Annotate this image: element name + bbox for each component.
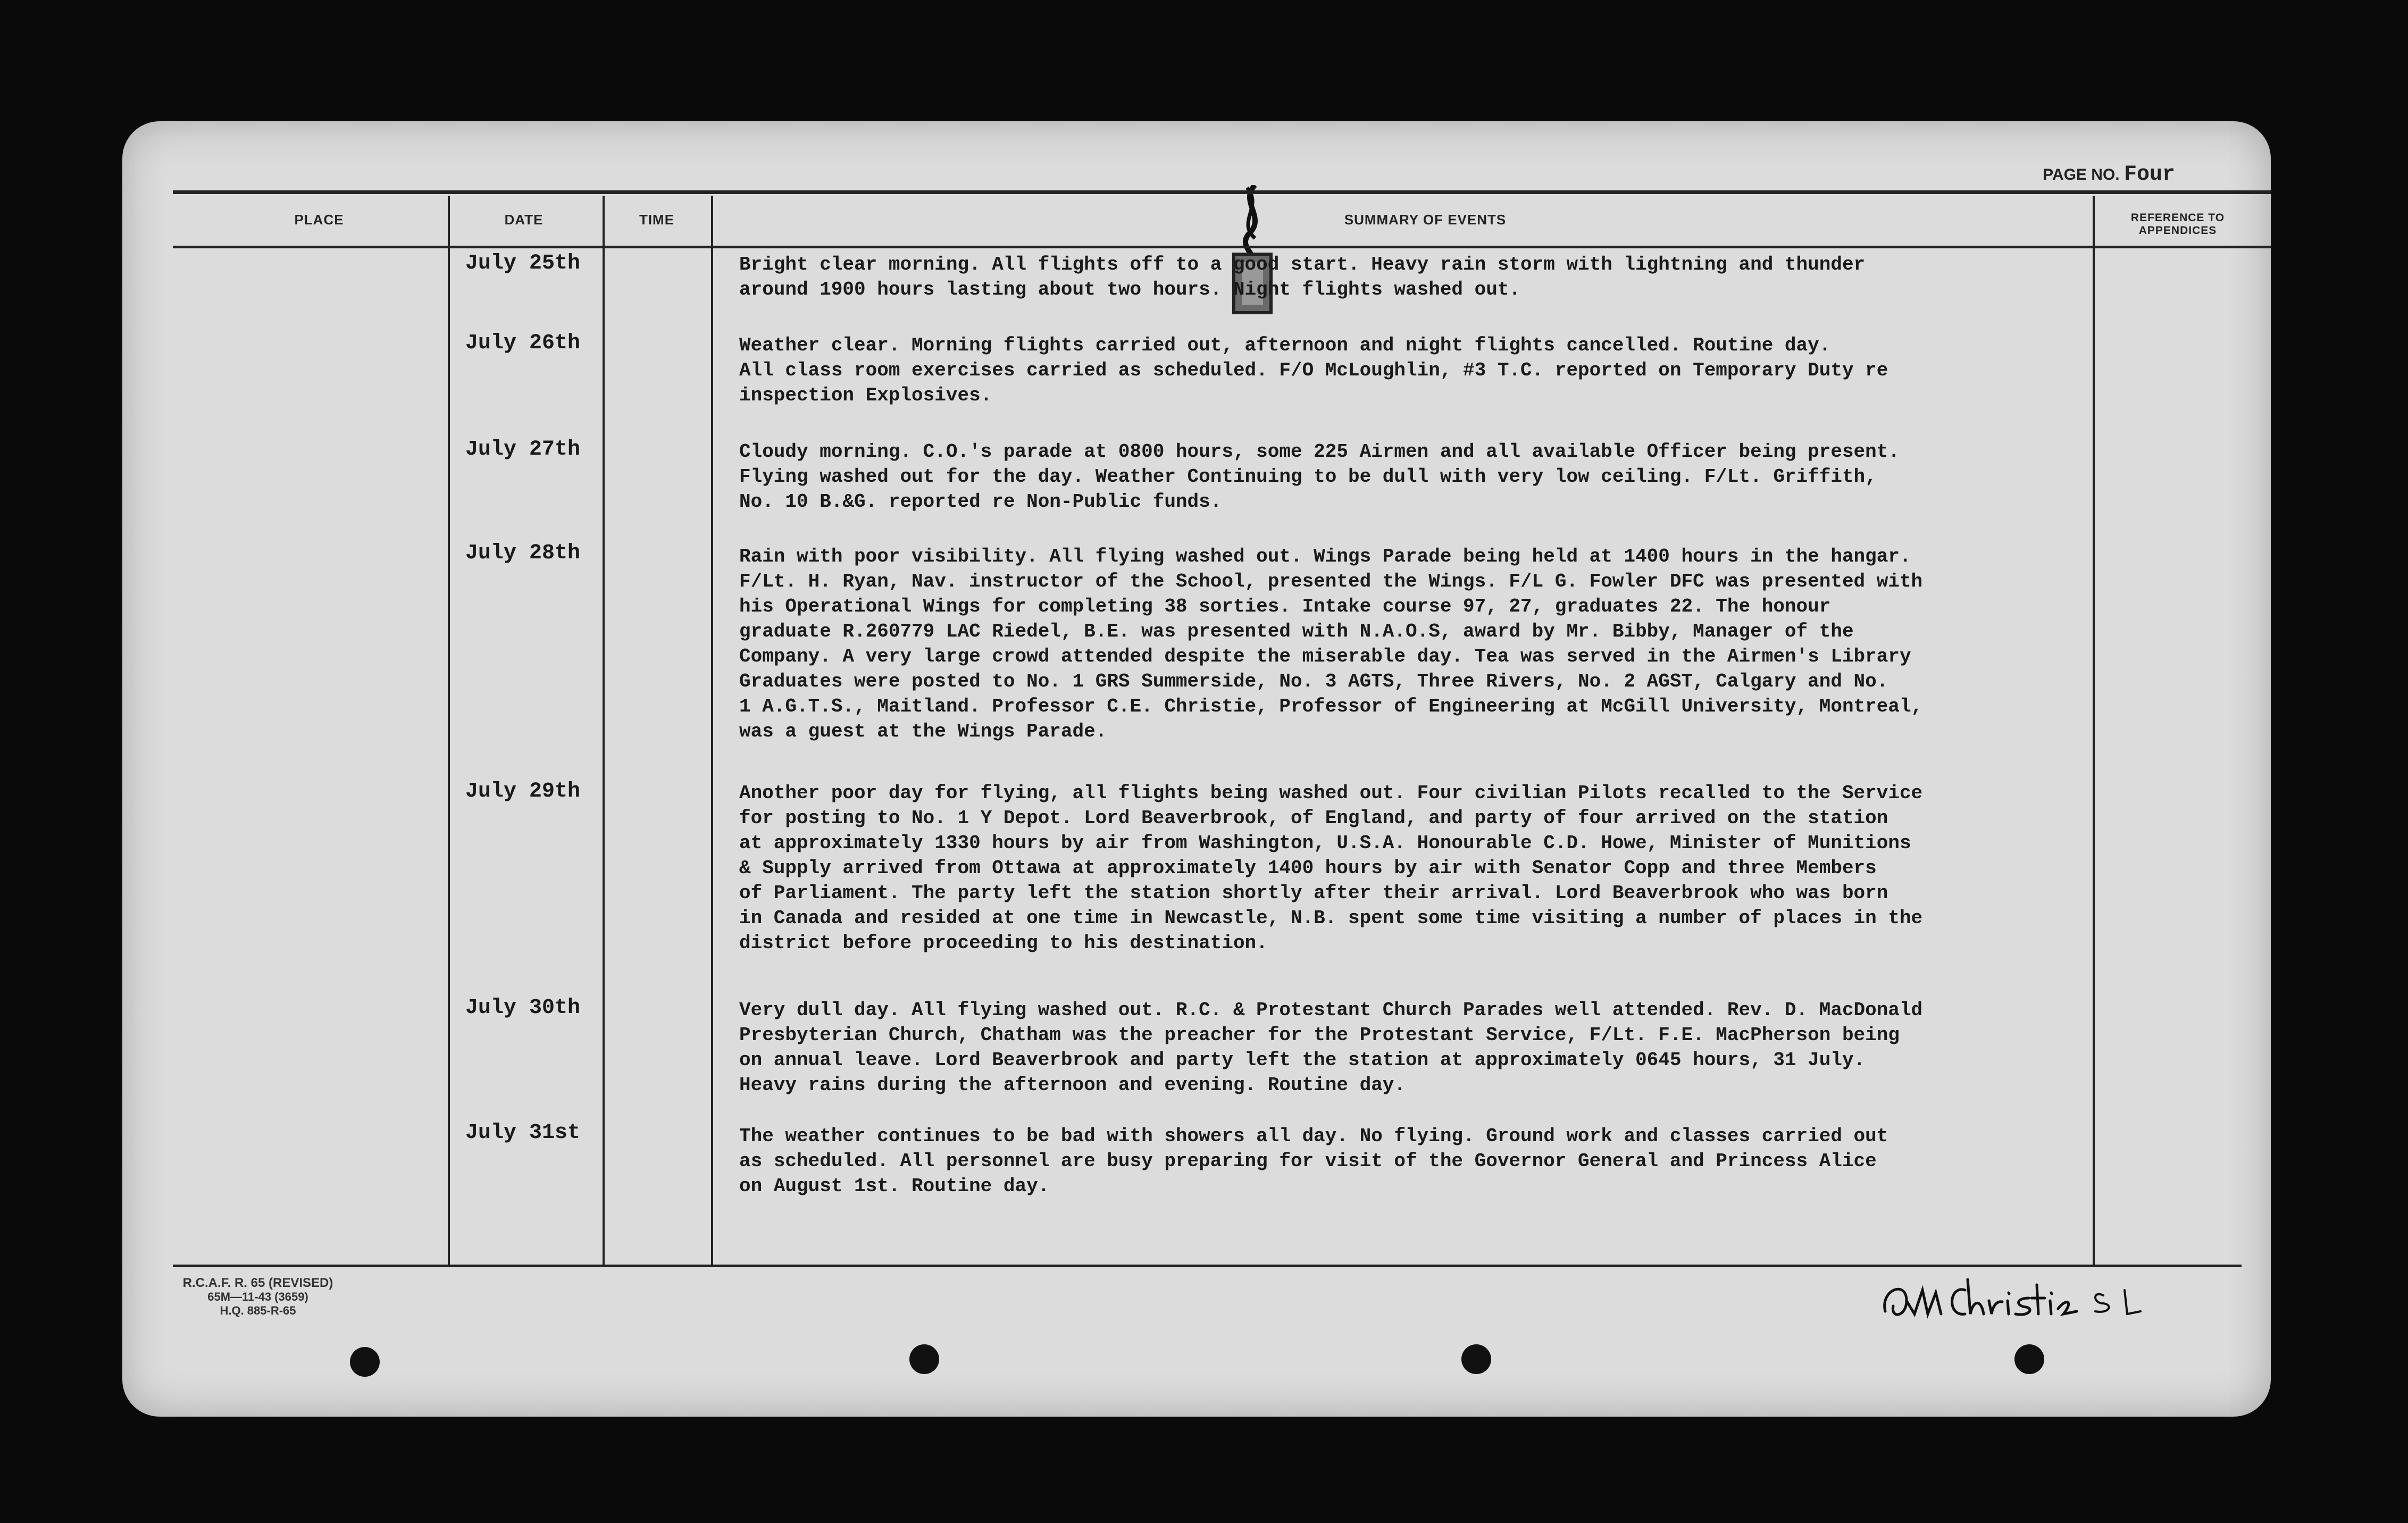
form-id-line: 65M—11-43 (3659) bbox=[207, 1290, 308, 1303]
column-divider-time bbox=[711, 196, 713, 1265]
punch-hole bbox=[909, 1344, 939, 1374]
entry-line: Company. A very large crowd attended despite the miserable day. Tea was served in the Airmen's Library bbox=[739, 646, 1911, 667]
entry-date: July 25th bbox=[465, 252, 581, 275]
entry-line: as scheduled. All personnel are busy preparing for visit of the Governor General and Princess Alice bbox=[739, 1150, 1877, 1172]
entry-line: Graduates were posted to No. 1 GRS Summerside, No. 3 AGTS, Three Rivers, No. 2 AGST, Calgary and No. bbox=[739, 671, 1888, 692]
entry-date: July 26th bbox=[465, 331, 581, 355]
footer-rule bbox=[173, 1265, 2242, 1267]
entry-line: Heavy rains during the afternoon and evening. Routine day. bbox=[739, 1074, 1406, 1096]
entry-line: The weather continues to be bad with showers all day. No flying. Ground work and classes carried out bbox=[739, 1125, 1888, 1147]
entry-date: July 27th bbox=[465, 438, 581, 462]
page-number-label: PAGE NO. bbox=[2043, 166, 2120, 183]
column-header-summary: SUMMARY OF EVENTS bbox=[1344, 212, 1507, 228]
entry-line: on annual leave. Lord Beaverbrook and party left the station at approximately 0645 hours, 31 July. bbox=[739, 1049, 1866, 1071]
entry-line: for posting to No. 1 Y Depot. Lord Beaverbrook, of England, and party of four arrived on the station bbox=[739, 807, 1888, 829]
entry-line: was a guest at the Wings Parade. bbox=[739, 721, 1107, 742]
entry-line: of Parliament. The party left the station shortly after their arrival. Lord Beaverbrook who was born bbox=[739, 882, 1888, 904]
entry-line: district before proceeding to his destination. bbox=[739, 932, 1268, 954]
page-number bbox=[2043, 163, 2175, 187]
form-identifier bbox=[173, 1276, 343, 1318]
entry-line: graduate R.260779 LAC Riedel, B.E. was presented with N.A.O.S, award by Mr. Bibby, Manager of the bbox=[739, 621, 1854, 642]
header-bottom-rule bbox=[173, 246, 2271, 248]
entry-line: & Supply arrived from Ottawa at approximately 1400 hours by air with Senator Copp and three Members bbox=[739, 857, 1877, 879]
entry-line: Bright clear morning. All flights off to a good start. Heavy rain storm with lightning and thunder bbox=[739, 254, 1866, 275]
entry-line: Presbyterian Church, Chatham was the preacher for the Protestant Service, F/Lt. F.E. MacPherson being bbox=[739, 1024, 1900, 1046]
entry-line: Cloudy morning. C.O.'s parade at 0800 hours, some 225 Airmen and all available Officer being present. bbox=[739, 441, 1900, 463]
entry-line: Another poor day for flying, all flights being washed out. Four civilian Pilots recalled to the Service bbox=[739, 782, 1923, 804]
entry-line: inspection Explosives. bbox=[739, 384, 992, 406]
column-divider-place bbox=[448, 196, 450, 1265]
entry-line: around 1900 hours lasting about two hours. Night flights washed out. bbox=[739, 279, 1521, 300]
entry-summary bbox=[739, 1124, 2170, 1199]
entry-line: Flying washed out for the day. Weather Continuing to be dull with very low ceiling. F/Lt. Griffith, bbox=[739, 466, 1877, 488]
column-divider-date bbox=[603, 196, 605, 1265]
entry-summary bbox=[739, 252, 2170, 302]
entry-date: July 30th bbox=[465, 996, 581, 1020]
entry-line: at approximately 1330 hours by air from Washington, U.S.A. Honourable C.D. Howe, Minister of Munitions bbox=[739, 832, 1911, 854]
diary-form-sheet bbox=[122, 121, 2271, 1417]
column-header-time: TIME bbox=[639, 212, 675, 228]
entry-line: F/Lt. H. Ryan, Nav. instructor of the School, presented the Wings. F/L G. Fowler DFC was presented with bbox=[739, 571, 1923, 592]
form-id-line: H.Q. 885-R-65 bbox=[220, 1304, 296, 1317]
entry-line: on August 1st. Routine day. bbox=[739, 1175, 1050, 1197]
entry-line: Very dull day. All flying washed out. R.C. & Protestant Church Parades well attended. Rev. D. MacDonald bbox=[739, 999, 1923, 1021]
entry-date: July 31st bbox=[465, 1121, 581, 1145]
entry-line: his Operational Wings for completing 38 sorties. Intake course 97, 27, graduates 22. The honour bbox=[739, 596, 1831, 617]
column-header-place: PLACE bbox=[294, 212, 344, 228]
entry-line: Weather clear. Morning flights carried out, afternoon and night flights cancelled. Routine day. bbox=[739, 334, 1831, 356]
entry-summary bbox=[739, 998, 2170, 1098]
column-header-date: DATE bbox=[504, 212, 544, 228]
entry-line: in Canada and resided at one time in Newcastle, N.B. spent some time visiting a number of places in the bbox=[739, 907, 1923, 929]
column-header-reference: REFERENCE TO APPENDICES bbox=[2130, 212, 2225, 237]
header-top-rule bbox=[173, 190, 2271, 194]
entry-date: July 29th bbox=[465, 780, 581, 804]
page-number-value: Four bbox=[2123, 163, 2175, 187]
punch-hole bbox=[350, 1347, 380, 1377]
entry-summary bbox=[739, 333, 2170, 408]
entry-summary bbox=[739, 781, 2170, 956]
handwritten-signature bbox=[1875, 1269, 2151, 1327]
entry-date: July 28th bbox=[465, 541, 581, 565]
entry-line: No. 10 B.&G. reported re Non-Public funds. bbox=[739, 491, 1222, 513]
entry-summary bbox=[739, 544, 2170, 744]
entry-summary bbox=[739, 439, 2170, 514]
entry-line: All class room exercises carried as scheduled. F/O McLoughlin, #3 T.C. reported on Temporary Duty re bbox=[739, 359, 1888, 381]
entry-line: 1 A.G.T.S., Maitland. Professor C.E. Christie, Professor of Engineering at McGill University, Montreal, bbox=[739, 696, 1923, 717]
form-id-line: R.C.A.F. R. 65 (REVISED) bbox=[182, 1276, 333, 1290]
punch-hole bbox=[1461, 1344, 1491, 1374]
punch-hole bbox=[2014, 1344, 2044, 1374]
entry-line: Rain with poor visibility. All flying washed out. Wings Parade being held at 1400 hours in the hangar. bbox=[739, 546, 1911, 567]
